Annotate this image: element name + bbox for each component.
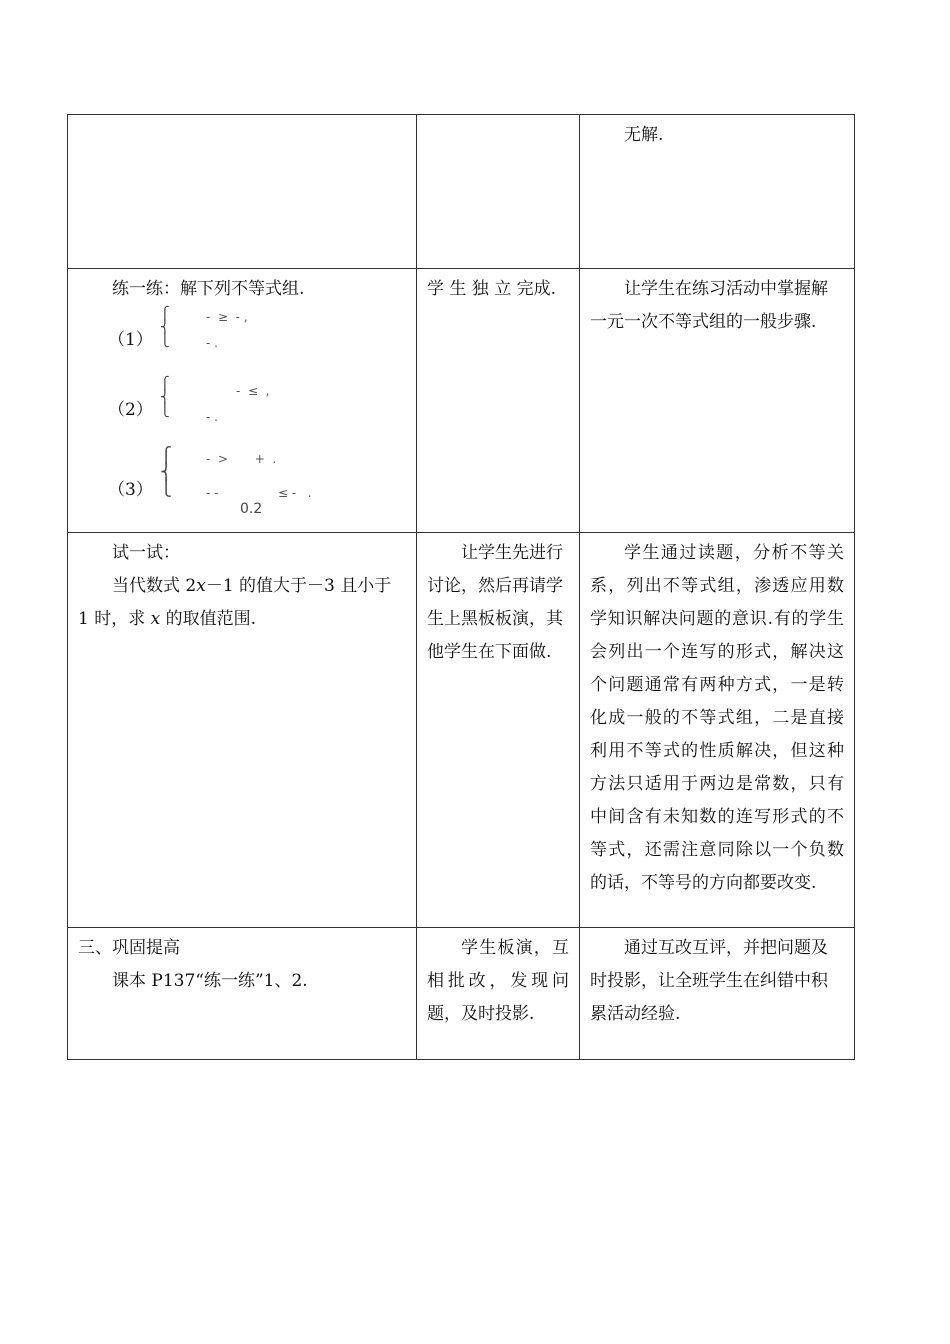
variable: x [196, 576, 206, 596]
brace-icon: ⎧ ⎨ ⎩ [160, 446, 172, 497]
cell-intent [580, 269, 855, 533]
cell-intent [580, 115, 855, 269]
cell-content [68, 533, 417, 928]
table-row [68, 533, 855, 928]
intent-text: 通过互改互评，并把问题及时投影，让全班学生在纠错中积累活动经验. [590, 938, 828, 1024]
textbook-reference: 课本 P137“练一练”1、2. [112, 971, 308, 991]
activity-text: 学 生 独 立 完成. [427, 279, 557, 299]
table-row [68, 269, 855, 533]
cell-activity [417, 269, 580, 533]
try-problem [78, 570, 406, 636]
cell-content [68, 928, 417, 1060]
problem-text: 的取值范围. [165, 609, 257, 629]
cell-activity [417, 533, 580, 928]
section-heading: 三、巩固提高 [78, 938, 180, 958]
equation-fragment: 0.2 [240, 501, 263, 517]
problem-text: －1 的值大于－3 且小于 1 时，求 [78, 576, 392, 629]
intent-text: 让学生在练习活动中掌握解一元一次不等式组的一般步骤. [590, 279, 828, 332]
activity-text: 让学生先进行讨论，然后再请学生上黑板板演，其他学生在下面做. [427, 543, 563, 662]
lesson-plan-table [67, 114, 855, 1060]
intent-text: 学生通过读题，分析不等关系，列出不等式组，渗透应用数学知识解决问题的意识.有的学生会列出一个连写的形式，解决这个问题通常有两种方式，一是转化成一般的不等式组，二是直接利用不等式的性质解决，但这种方法只适用于两边是常数，只有中间含有未知数的连写形式的不等式，还需注意同除以一个负数的话，不等号的方向都要改变. [590, 543, 844, 893]
item-number: （2） [108, 400, 153, 420]
cell-activity [417, 115, 580, 269]
cell-intent [580, 928, 855, 1060]
practice-heading: 练一练：解下列不等式组. [112, 279, 305, 299]
equation-fragment: - ≥ - , [206, 310, 248, 324]
brace-icon: ⎧ ⎨ ⎩ [160, 377, 170, 418]
equation-fragment: - . [206, 336, 218, 350]
equation-fragment: ≤ - . [278, 486, 312, 500]
problem-text: 当代数式 2 [112, 576, 197, 596]
cell-content [68, 269, 417, 533]
equation-fragment: - > + . [206, 452, 277, 466]
table-row [68, 928, 855, 1060]
item-number: （3） [108, 480, 153, 500]
inequality-system-2 [78, 376, 406, 446]
equation-fragment: - ≤ , [236, 384, 270, 398]
inequality-system-3 [78, 446, 406, 526]
item-number: （1） [108, 330, 153, 350]
try-heading: 试一试： [112, 543, 180, 563]
activity-text: 学生板演，互相批改，发现问题，及时投影. [427, 938, 569, 1024]
cell-activity [417, 928, 580, 1060]
equation-fragment: - - [206, 486, 219, 500]
cell-intent [580, 533, 855, 928]
intent-text: 无解. [624, 125, 664, 145]
table-row [68, 115, 855, 269]
equation-fragment: - . [206, 410, 218, 424]
brace-icon: ⎧ ⎨ ⎩ [160, 307, 170, 348]
variable: x [150, 609, 161, 629]
inequality-system-1 [78, 306, 406, 376]
cell-content [68, 115, 417, 269]
